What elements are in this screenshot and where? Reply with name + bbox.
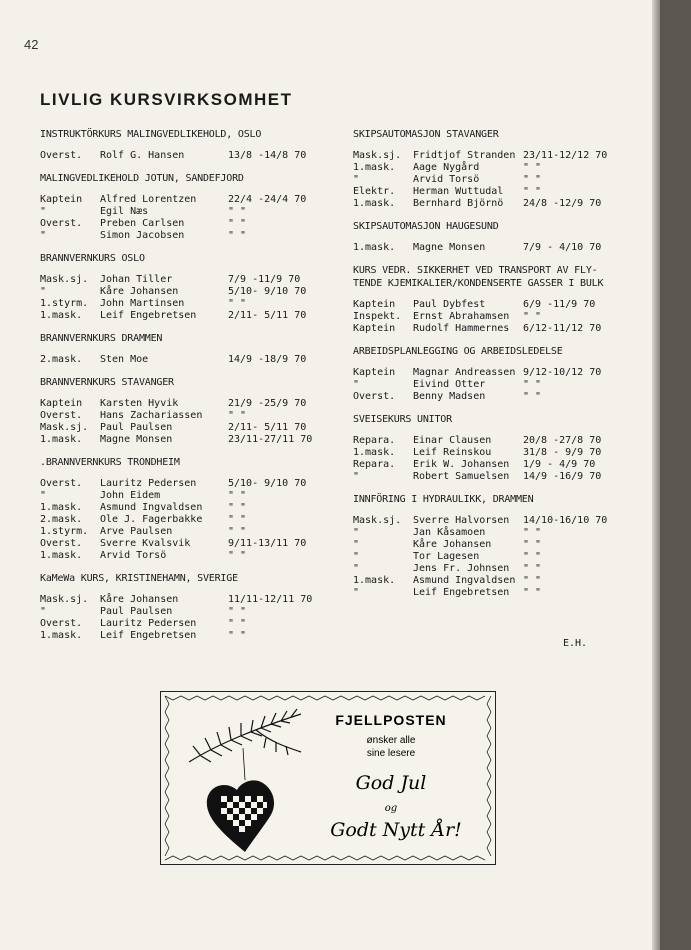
participant-dates: 6/9 -11/9 70 — [523, 299, 596, 310]
participant-rank: Inspekt. — [353, 311, 402, 322]
participant-name: Leif Engebretsen — [100, 630, 197, 641]
participant-name: Rolf G. Hansen — [100, 150, 185, 161]
participant-dates: 20/8 -27/8 70 — [523, 435, 602, 446]
participant-dates: 9/12-10/12 70 — [523, 367, 602, 378]
participant-name: Aage Nygård — [413, 162, 480, 173]
participant-dates: 24/8 -12/9 70 — [523, 198, 602, 209]
participant-name: Karsten Hyvik — [100, 398, 179, 409]
course-section — [353, 264, 653, 335]
course-title: SKIPSAUTOMASJON STAVANGER — [353, 129, 499, 140]
participant-dates: " " — [523, 563, 542, 574]
participant-name: Jens Fr. Johnsen — [413, 563, 510, 574]
course-title: KURS VEDR. SIKKERHET VED TRANSPORT AV FLY- TENDE KJEMIKALIER/KONDENSERTE GASSER I BULK — [353, 265, 604, 289]
participant-dates: " " — [228, 230, 247, 241]
participant-dates: " " — [228, 206, 247, 217]
participant-rank: Elektr. — [353, 186, 396, 197]
participant-dates: " " — [523, 551, 542, 562]
participant-dates: 11/11-12/11 70 — [228, 594, 313, 605]
participant-rank: 2.mask. — [40, 354, 83, 365]
participant-row — [40, 618, 340, 630]
participant-rank: Kaptein — [40, 194, 83, 205]
participant-rank: Mask.sj. — [353, 150, 402, 161]
course-section — [353, 493, 653, 599]
participant-dates: " " — [228, 630, 247, 641]
participant-dates: " " — [523, 575, 542, 586]
course-section — [40, 252, 340, 322]
participant-rank: 1.styrm. — [40, 298, 89, 309]
participant-dates: " " — [523, 527, 542, 538]
participant-rank: 2.mask. — [40, 514, 83, 525]
course-section — [40, 128, 340, 162]
participant-rank: Mask.sj. — [353, 515, 402, 526]
participant-rank: " — [353, 527, 360, 538]
participant-rank: Repara. — [353, 435, 396, 446]
participant-dates: 7/9 -11/9 70 — [228, 274, 301, 285]
participant-rank: Overst. — [40, 618, 83, 629]
participant-dates: 2/11- 5/11 70 — [228, 422, 307, 433]
participant-rank: Mask.sj. — [40, 594, 89, 605]
participant-rank: " — [353, 379, 360, 390]
participant-name: Sverre Kvalsvik — [100, 538, 191, 549]
participant-row — [40, 398, 340, 410]
participant-row — [40, 606, 340, 618]
participant-row — [353, 539, 653, 551]
participant-rank: " — [40, 606, 47, 617]
participant-row — [40, 434, 340, 446]
course-section — [353, 128, 653, 210]
participant-dates: " " — [523, 162, 542, 173]
participant-rank: Kaptein — [353, 323, 396, 334]
participant-rank: 1.mask. — [40, 630, 83, 641]
participant-rank: 1.mask. — [353, 447, 396, 458]
participant-name: Jan Kåsamoen — [413, 527, 486, 538]
participant-name: Paul Paulsen — [100, 422, 173, 433]
participant-dates: 5/10- 9/10 70 — [228, 286, 307, 297]
participant-dates: " " — [228, 298, 247, 309]
participant-rank: 1.mask. — [353, 242, 396, 253]
participant-rank: " — [353, 471, 360, 482]
participant-name: Egil Næs — [100, 206, 149, 217]
participant-row — [40, 502, 340, 514]
participant-rank: 1.mask. — [40, 550, 83, 561]
participant-dates: 14/9 -16/9 70 — [523, 471, 602, 482]
greeting-line-2: sine lesere — [366, 748, 416, 759]
participant-rank: Mask.sj. — [40, 422, 89, 433]
participant-row — [40, 594, 340, 606]
participant-name: Arve Paulsen — [100, 526, 173, 537]
course-section — [353, 413, 653, 483]
participant-name: Sten Moe — [100, 354, 149, 365]
participant-name: Erik W. Johansen — [413, 459, 510, 470]
course-title: INNFÖRING I HYDRAULIKK, DRAMMEN — [353, 494, 534, 505]
participant-row — [40, 286, 340, 298]
course-title: BRANNVERNKURS DRAMMEN — [40, 333, 163, 344]
participant-name: Arvid Torsö — [413, 174, 480, 185]
participant-name: Fridtjof Stranden — [413, 150, 516, 161]
participant-name: Alfred Lorentzen — [100, 194, 197, 205]
participant-row — [40, 310, 340, 322]
participant-row — [40, 550, 340, 562]
participant-name: Sverre Halvorsen — [413, 515, 510, 526]
participant-name: Herman Wuttudal — [413, 186, 504, 197]
participant-dates: 1/9 - 4/9 70 — [523, 459, 596, 470]
course-title: BRANNVERNKURS STAVANGER — [40, 377, 174, 388]
course-title: ARBEIDSPLANLEGGING OG ARBEIDSLEDELSE — [353, 346, 563, 357]
participant-name: Asmund Ingvaldsen — [100, 502, 203, 513]
participant-row — [353, 391, 653, 403]
participant-name: Preben Carlsen — [100, 218, 185, 229]
participant-rank: Overst. — [40, 478, 83, 489]
participant-dates: 6/12-11/12 70 — [523, 323, 602, 334]
participant-row — [353, 527, 653, 539]
participant-name: Hans Zachariassen — [100, 410, 203, 421]
participant-row — [353, 186, 653, 198]
participant-name: Bernhard Björnö — [413, 198, 504, 209]
participant-name: Kåre Johansen — [100, 594, 179, 605]
participant-row — [40, 526, 340, 538]
participant-dates: 5/10- 9/10 70 — [228, 478, 307, 489]
participant-dates: " " — [523, 539, 542, 550]
participant-row — [353, 575, 653, 587]
participant-rank: 1.mask. — [40, 434, 83, 445]
participant-row — [353, 435, 653, 447]
participant-row — [40, 150, 340, 162]
participant-dates: 2/11- 5/11 70 — [228, 310, 307, 321]
participant-rank: " — [353, 563, 360, 574]
participant-rank: " — [40, 230, 47, 241]
greeting-line-1: ønsker alle — [366, 735, 416, 746]
participant-row — [40, 194, 340, 206]
participant-name: Simon Jacobsen — [100, 230, 185, 241]
participant-row — [353, 587, 653, 599]
participant-dates: 14/10-16/10 70 — [523, 515, 608, 526]
fir-branch-icon — [189, 709, 301, 762]
participant-rank: Overst. — [353, 391, 396, 402]
participant-name: Leif Engebretsen — [413, 587, 510, 598]
page-heading: LIVLIG KURSVIRKSOMHET — [40, 90, 293, 109]
participant-rank: Mask.sj. — [40, 274, 89, 285]
participant-rank: 1.mask. — [353, 198, 396, 209]
participant-rank: Overst. — [40, 410, 83, 421]
course-section — [40, 332, 340, 366]
participant-dates: " " — [228, 410, 247, 421]
participant-dates: " " — [228, 218, 247, 229]
signature: E.H. — [563, 638, 588, 649]
participant-name: Paul Dybfest — [413, 299, 486, 310]
participant-row — [353, 174, 653, 186]
participant-row — [353, 323, 653, 335]
left-column — [40, 128, 340, 652]
participant-name: Eivind Otter — [413, 379, 486, 390]
participant-rank: " — [353, 539, 360, 550]
course-title: BRANNVERNKURS OSLO — [40, 253, 145, 264]
participant-rank: Kaptein — [40, 398, 83, 409]
participant-rank: " — [353, 587, 360, 598]
participant-rank: 1.mask. — [40, 310, 83, 321]
participant-row — [40, 354, 340, 366]
participant-row — [353, 471, 653, 483]
participant-dates: 31/8 - 9/9 70 — [523, 447, 602, 458]
participant-dates: " " — [523, 311, 542, 322]
participant-name: Lauritz Pedersen — [100, 618, 197, 629]
participant-rank: " — [353, 551, 360, 562]
participant-dates: " " — [228, 490, 247, 501]
participant-dates: 14/9 -18/9 70 — [228, 354, 307, 365]
participant-name: John Martinsen — [100, 298, 185, 309]
participant-rank: Overst. — [40, 218, 83, 229]
participant-row — [40, 514, 340, 526]
course-title: SVEISEKURS UNITOR — [353, 414, 452, 425]
participant-name: Paul Paulsen — [100, 606, 173, 617]
participant-dates: 21/9 -25/9 70 — [228, 398, 307, 409]
greeting-card — [160, 691, 496, 865]
participant-dates: " " — [523, 391, 542, 402]
participant-dates: 7/9 - 4/10 70 — [523, 242, 602, 253]
participant-rank: " — [353, 174, 360, 185]
participant-row — [353, 162, 653, 174]
participant-name: Magnar Andreassen — [413, 367, 516, 378]
participant-dates: " " — [523, 174, 542, 185]
participant-row — [353, 551, 653, 563]
participant-row — [353, 515, 653, 527]
participant-dates: " " — [228, 606, 247, 617]
participant-row — [353, 447, 653, 459]
participant-dates: " " — [523, 186, 542, 197]
participant-rank: 1.mask. — [353, 162, 396, 173]
participant-name: Einar Clausen — [413, 435, 492, 446]
course-section — [353, 220, 653, 254]
participant-name: Tor Lagesen — [413, 551, 480, 562]
participant-row — [353, 150, 653, 162]
participant-dates: 23/11-12/12 70 — [523, 150, 608, 161]
participant-dates: 22/4 -24/4 70 — [228, 194, 307, 205]
participant-name: Leif Reinskou — [413, 447, 492, 458]
participant-row — [40, 490, 340, 502]
participant-row — [353, 379, 653, 391]
participant-name: Ole J. Fagerbakke — [100, 514, 203, 525]
participant-row — [40, 298, 340, 310]
participant-row — [40, 230, 340, 242]
course-section — [40, 172, 340, 242]
participant-dates: " " — [228, 526, 247, 537]
greeting-og: og — [384, 803, 398, 814]
participant-row — [40, 206, 340, 218]
course-section — [40, 456, 340, 562]
participant-row — [353, 367, 653, 379]
participant-name: Benny Madsen — [413, 391, 486, 402]
course-section — [40, 376, 340, 446]
participant-rank: 1.mask. — [353, 575, 396, 586]
participant-dates: " " — [228, 502, 247, 513]
course-section — [40, 572, 340, 642]
greeting-title: FJELLPOSTEN — [335, 712, 447, 728]
participant-row — [353, 198, 653, 210]
participant-rank: Overst. — [40, 538, 83, 549]
participant-name: Robert Samuelsen — [413, 471, 510, 482]
course-title: KaMeWa KURS, KRISTINEHAMN, SVERIGE — [40, 573, 238, 584]
greeting-god-jul: God Jul — [355, 772, 427, 794]
participant-rank: " — [40, 490, 47, 501]
participant-name: Ernst Abrahamsen — [413, 311, 510, 322]
participant-name: Leif Engebretsen — [100, 310, 197, 321]
page-edge-shadow — [652, 0, 660, 950]
course-title: .BRANNVERNKURS TRONDHEIM — [40, 457, 180, 468]
right-column — [353, 128, 653, 609]
course-title: SKIPSAUTOMASJON HAUGESUND — [353, 221, 499, 232]
participant-name: Asmund Ingvaldsen — [413, 575, 516, 586]
page-number: 42 — [24, 37, 39, 52]
participant-dates: " " — [523, 379, 542, 390]
participant-name: Magne Monsen — [100, 434, 173, 445]
participant-dates: " " — [523, 587, 542, 598]
participant-dates: " " — [228, 550, 247, 561]
participant-row — [353, 459, 653, 471]
participant-name: John Eidem — [100, 490, 161, 501]
participant-name: Rudolf Hammernes — [413, 323, 510, 334]
participant-rank: Kaptein — [353, 367, 396, 378]
participant-name: Kåre Johansen — [413, 539, 492, 550]
participant-name: Kåre Johansen — [100, 286, 179, 297]
participant-row — [40, 478, 340, 490]
greeting-godt-nytt-ar: Godt Nytt År! — [330, 819, 462, 841]
course-title: INSTRUKTÖRKURS MALINGVEDLIKEHOLD, OSLO — [40, 129, 262, 140]
participant-row — [40, 218, 340, 230]
participant-row — [353, 299, 653, 311]
participant-name: Lauritz Pedersen — [100, 478, 197, 489]
participant-row — [353, 242, 653, 254]
participant-row — [353, 563, 653, 575]
participant-rank: Overst. — [40, 150, 83, 161]
participant-dates: " " — [228, 514, 247, 525]
participant-row — [40, 274, 340, 286]
heart-string — [243, 748, 245, 780]
participant-rank: Kaptein — [353, 299, 396, 310]
course-section — [353, 345, 653, 403]
participant-dates: " " — [228, 618, 247, 629]
participant-row — [40, 410, 340, 422]
participant-name: Arvid Torsö — [100, 550, 167, 561]
participant-rank: " — [40, 206, 47, 217]
participant-dates: 23/11-27/11 70 — [228, 434, 313, 445]
woven-heart-icon — [207, 780, 274, 852]
participant-row — [353, 311, 653, 323]
participant-rank: Repara. — [353, 459, 396, 470]
participant-rank: 1.styrm. — [40, 526, 89, 537]
participant-row — [40, 630, 340, 642]
course-title: MALINGVEDLIKEHOLD JOTUN, SANDEFJORD — [40, 173, 244, 184]
participant-row — [40, 538, 340, 550]
participant-dates: 13/8 -14/8 70 — [228, 150, 307, 161]
participant-rank: 1.mask. — [40, 502, 83, 513]
participant-name: Magne Monsen — [413, 242, 486, 253]
participant-row — [40, 422, 340, 434]
participant-dates: 9/11-13/11 70 — [228, 538, 307, 549]
participant-rank: " — [40, 286, 47, 297]
participant-name: Johan Tiller — [100, 274, 173, 285]
